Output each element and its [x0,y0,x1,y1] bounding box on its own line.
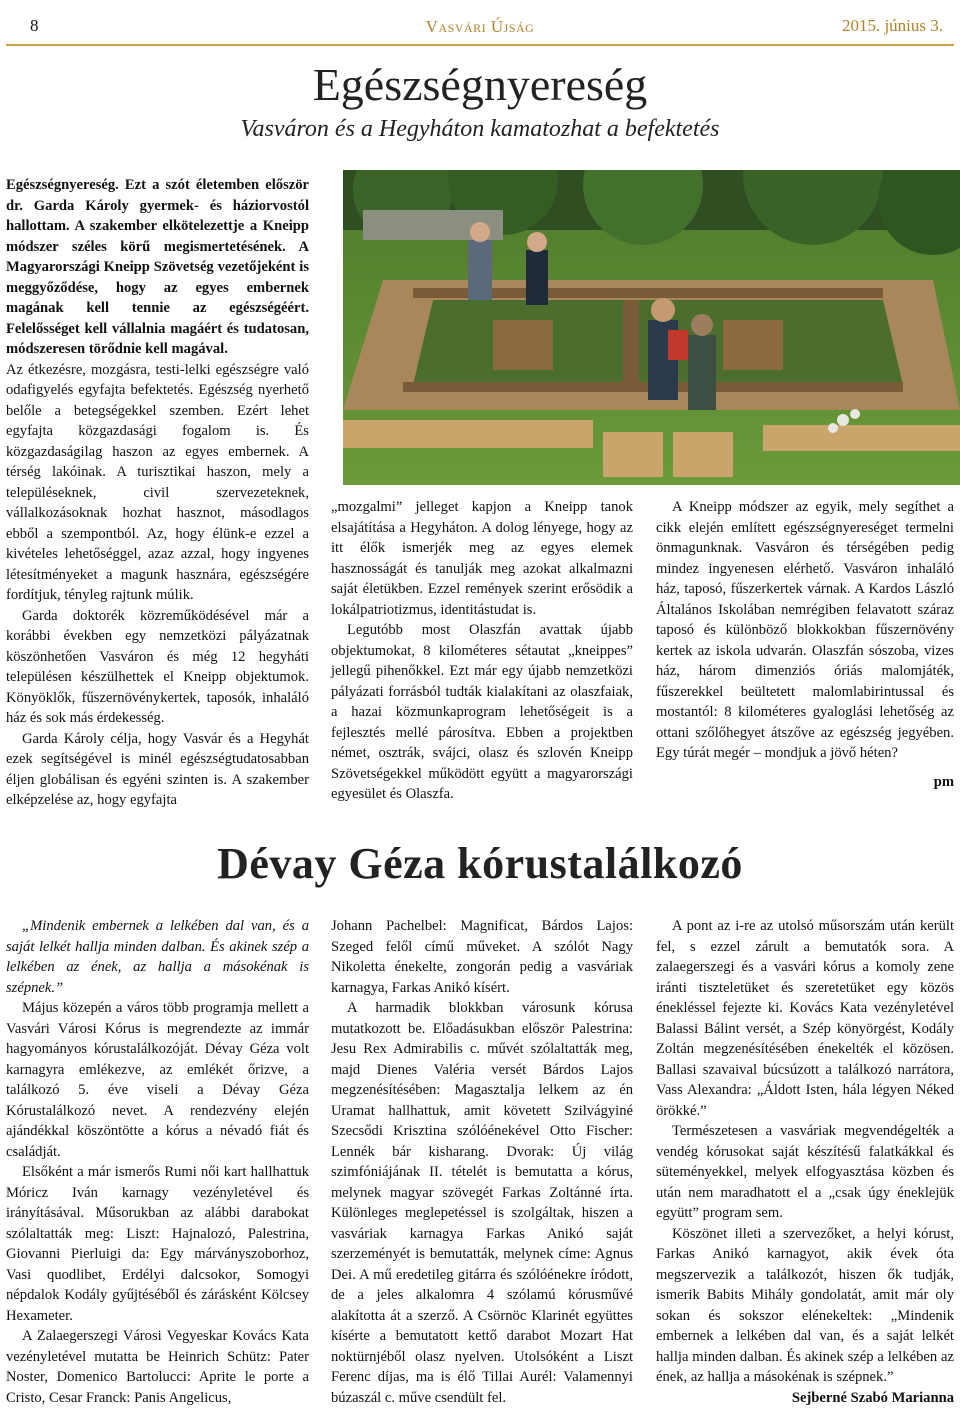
kneipp-garden-photo [343,170,960,485]
article2-title: Dévay Géza kórustalálkozó [217,839,743,888]
article2-column-1 [6,916,309,1408]
article1-paragraph: Legutóbb most Olaszfán avattak újabb objektumokat, 8 kilométeres sétautat „kneippes” jellegű pihenőkkel. Ezt már egy újabb nemzetközi pályázati forrásból tudták kialakítani az olaszfaiak, a hazai közmunkaprogram lehetőségeit is a fejlesztés mellé párosítva. Ebben a projektben német, osztrák, svájci, olasz és szlovén Kneipp Szövetségekkel működött együtt a magyarországi egyesület és Olaszfa. [331,622,633,802]
article2-paragraph: A Zalaegerszegi Városi Vegyeskar Kovács Kata vezényletével mutatta be Heinrich Schütz: Pater Noster, Domenico Bartolucci: Aprite le porte a Cristo, Cesar Franck: Panis Angelicus, [6,1328,309,1406]
article1-lead: Egészségnyereség. Ezt a szót életemben először dr. Garda Károly gyermek- és háziorvostól hallottam. A szakember elkötelezettje a Kneipp módszer széles körű megismertetésének. A Magyarországi Kneipp Szövetség vezetőjeként is meggyőződése, hogy az egyes embernek magának kell tennie az egészségéért. Felelősséget kell vállalnia magáért és tudatosan, módszeresen törődnie kell magával. [6,177,309,357]
article2-paragraph: A pont az i-re az utolsó műsorszám után került fel, s ezzel zárult a bemutatók sora. A zalaegerszegi és a vasvári kórus a komoly zene iránti tiszteletüket és szeretetüket egy közös énekléssel fejezte ki. Kovács Kata vezényletével Balassi Bálint versét, a Szép könyörgést, Kodály Zoltán megzenésítésében énekelték el közösen. Ballasi szavaival búcsúzott a találkozó narrátora, Vass Alexandra: „Áldott Isten, hála légyen Néked örökké.” [656,918,954,1119]
article2-paragraph: Johann Pachelbel: Magnificat, Bárdos Lajos: Szeged felől című műveket. A szólót Nagy Nikoletta énekelte, zongorán pedig a vasváriak karnagya, Farkas Anikó kísért. [331,918,633,996]
article2-paragraph: Köszönet illeti a szervezőket, a helyi kórust, Farkas Anikó karnagyot, akik évek óta megszervezik a találkozót, hiszen ők tudják, ismerik Babits Mihály gondolatát, amit már oly sokan és sokszor elénekeltek: „Mindenik embernek a lelkében dal van, és a saját lelkét hallja minden dalban. És akinek szép a lelkében az ének, az hallja a másokénak is szépnek.” [656,1225,954,1385]
page-number: 8 [30,16,39,35]
article1-subtitle: Vasváron és a Hegyháton kamatozhat a befektetés [240,116,720,142]
article2-signature: Sejberné Szabó Marianna [791,1389,954,1406]
article1-signature: pm [933,773,954,790]
newspaper-name: Vasvári Újság [425,17,535,36]
article1-column-3 [656,497,954,792]
article1-column-1 [6,175,309,811]
article2-quote: „Mindenik embernek a lelkében dal van, és a saját lelkét hallja minden dalban. És akinek szép a lelkében az ének, az hallja a másokénak is szépnek.” [6,918,309,996]
article1-column-2 [331,497,633,805]
article1-paragraph: Garda Károly célja, hogy Vasvár és a Hegyhát ezek segítségével is minél egészségtudatosabban éljen globálisan és egyéni szinten is. A szakember elképzelése az, hogy egyfajta [6,730,309,808]
issue-date: 2015. június 3. [841,16,943,35]
article1-paragraph: Garda doktorék közreműködésével már a korábbi években egy nemzetközi pályázatnak köszönhetően Vasváron és még 12 hegyháti településen készülhettek el Kneipp objektumok. Könyöklők, fűszernövénykertek, taposók, inhaláló ház és sok más érdekesség. [6,607,309,726]
article1-title: Egészségnyereség [312,59,648,110]
article1-paragraph: A Kneipp módszer az egyik, mely segíthet a cikk elején említett egészségnyereséget termelni önmagunknak. Vasváron és térségében pedig mindez ingyenesen elérhető. Vasváron inhaláló ház, taposó, fűszerkertek várnak. A Kardos László Általános Iskolában nemrégiben felavatott száraz taposó és különböző blokkokban fűszernövény kertek az iskola udvarán. Olaszfán sószoba, vizes ház, három dimenziós óriás malomjáték, fűszerekkel beültetett malomlabirintussal és mostantól: 8 kilométeres gyaloglási lehetőség az ottani szőlőhegyet átszőve az egészség jegyében. Egy túrát megér – mondjuk a jövő héten? [656,499,954,761]
article2-paragraph: A harmadik blokkban városunk kórusa mutatkozott be. Előadásukban először Palestrina: Jesu Rex Admirabilis c. művét szólaltatták meg, majd Dienes Valéria versét Bárdos Lajos megzenésítésében: Magasztalja lelkem az én Uramat hallhattuk, amit követett Szilvágyiné Szecsődi Krisztina szólóénekével Otto Fischer: Lennék bár kisharang. Dvorak: Új világ szimfóniájának II. tételét is bemutatta a kórus, melynek magyar szövegét Farkas Zoltánné írta. Különleges meglepetéssel is szolgáltak, hiszen a vasváriak karnagya Farkas Anikó saját szerzeményét is bemutatták, melynek címe: Agnus Dei. A mű eredetileg gitárra és szólóénekre íródott, de a jeles alkalomra 4 szólamú kórusművé alakította át a szerző. A Csörnöc Klarinét együttes kísérte a bemutatott kettő darabot Mozart Hat noktürnjéből olasz nyelven. Utolsóként a Liszt Ferenc díjas, ma is élő Tillai Aurél: Valamennyi búzaszál c. műve csendült fel. [331,1000,633,1406]
article1-paragraph: Az étkezésre, mozgásra, testi-lelki egészségre való odafigyelés egyfajta befektetés. Egészség nyerhető belőle a betegségekkel szemben. Ezért lehet egyfajta közgazdasági fogalom is. És közgazdaságilag haszon az egyes embernek. A térség lakóinak. A turisztikai haszon, mely a településeknek, civil szervezeteknek, vállalkozásoknak hozhat hasznot, másodlagos ebből a szempontból. Az, hogy élünk-e ezzel a kivételes lehetőséggel, azaz azzal, hogy ingyenes létesítményeket a magunk hasznára, egészségére fordítjuk, tényleg rajtunk múlik. [6,361,309,603]
article2-paragraph: Természetesen a vasváriak megvendégelték a vendég kórusokat saját készítésű falatkákkal és süteményekkel, melyek elfogyasztása közben és után nem maradhatott el a „csak úgy éneklejük együtt” program sem. [656,1123,954,1221]
article2-column-2 [331,916,633,1408]
article2-paragraph: Elsőként a már ismerős Rumi női kart hallhattuk Móricz Iván karnagy vezényletével és irányításával. Műsorukban az alábbi darabokat szólaltatták meg: Liszt: Hajnalozó, Palestrina, Giovanni Pierluigi da: Egy márványszoborhoz, Vasi quodlibet, Erdélyi dalcsokor, Somogyi népdalok Kodály gyűjtéséből és zárásként Kölcsey Hexameter. [6,1164,309,1324]
article2-column-3 [656,916,954,1408]
article1-paragraph: „mozgalmi” jelleget kapjon a Kneipp tanok elsajátítása a Hegyháton. A dolog lényege, hogy az itt élők ismerjék meg az egyes elemek hasznosságát és tanulják meg azokat alkalmazni saját életükben. Ezzel remények szerint erősödik a lokálpatriotizmus, identitástudat is. [331,499,633,618]
article2-paragraph: Május közepén a város több programja mellett a Vasvári Városi Kórus is megrendezte az immár hagyományos kórustalálkozóját. Dévay Géza volt karnagyra emlékezve, az emlékét őrizve, a találkozó 5. éve viseli a Dévay Géza Kórustalálkozó nevet. A rendezvény elején ajándékkal köszöntötte a kórus a névadó fiát és családját. [6,1000,309,1160]
header-rule [6,44,954,46]
